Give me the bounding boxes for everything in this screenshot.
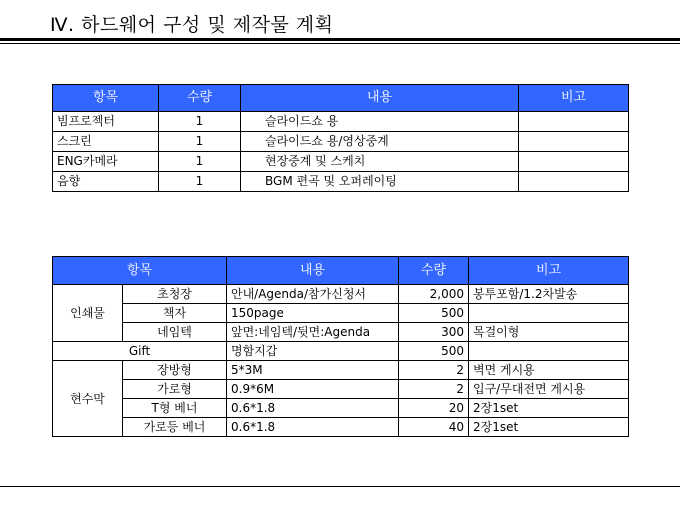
group-banner: 현수막 (53, 361, 123, 437)
group-print: 인쇄물 (53, 285, 123, 342)
cell-qty: 2 (399, 361, 469, 380)
table-row (53, 112, 629, 132)
table-row (53, 361, 629, 380)
cell-qty: 1 (159, 132, 241, 152)
cell-note (519, 112, 629, 132)
cell-sub: T형 베너 (123, 399, 227, 418)
title-rule-thin (0, 43, 680, 44)
cell-content: 앞면:네임텍/뒷면:Agenda (227, 323, 399, 342)
cell-qty: 20 (399, 399, 469, 418)
cell-note: 2장1set (469, 399, 629, 418)
cell-qty: 500 (399, 304, 469, 323)
cell-qty: 300 (399, 323, 469, 342)
cell-qty: 1 (159, 112, 241, 132)
cell-qty: 1 (159, 152, 241, 172)
cell-note (519, 172, 629, 192)
cell-content: 5*3M (227, 361, 399, 380)
footer-rule (0, 486, 680, 487)
cell-content: 안내/Agenda/참가신청서 (227, 285, 399, 304)
table-row (53, 172, 629, 192)
cell-note: 2장1set (469, 418, 629, 437)
cell-sub: 초청장 (123, 285, 227, 304)
cell-note (519, 132, 629, 152)
cell-content: 0.9*6M (227, 380, 399, 399)
table-row (53, 380, 629, 399)
cell-qty: 500 (399, 342, 469, 361)
cell-qty: 2,000 (399, 285, 469, 304)
cell-content: 150page (227, 304, 399, 323)
cell-content: 0.6*1.8 (227, 399, 399, 418)
header-qty: 수량 (159, 85, 241, 112)
header-note: 비고 (469, 257, 629, 285)
cell-sub: 네임텍 (123, 323, 227, 342)
cell-sub: 가로형 (123, 380, 227, 399)
header-item: 항목 (53, 257, 227, 285)
cell-qty: 2 (399, 380, 469, 399)
header-content: 내용 (241, 85, 519, 112)
cell-content: 명함지갑 (227, 342, 399, 361)
cell-content: 슬라이드쇼 용 (241, 112, 519, 132)
cell-content: BGM 편곡 및 오퍼레이팅 (241, 172, 519, 192)
title-rule-thick (0, 38, 680, 41)
cell-note (469, 342, 629, 361)
header-note: 비고 (519, 85, 629, 112)
table-row (53, 132, 629, 152)
cell-note: 벽면 게시용 (469, 361, 629, 380)
cell-note (469, 304, 629, 323)
cell-item: 스크린 (53, 132, 159, 152)
cell-content: 현장중계 및 스케치 (241, 152, 519, 172)
cell-item: 빔프로젝터 (53, 112, 159, 132)
header-qty: 수량 (399, 257, 469, 285)
cell-note: 입구/무대전면 게시용 (469, 380, 629, 399)
cell-note: 목걸이형 (469, 323, 629, 342)
cell-qty: 40 (399, 418, 469, 437)
table-row (53, 399, 629, 418)
table-row (53, 304, 629, 323)
table-header-row (53, 257, 629, 285)
table-row (53, 418, 629, 437)
cell-sub: 장방형 (123, 361, 227, 380)
cell-sub: Gift (53, 342, 227, 361)
cell-sub: 가로등 베너 (123, 418, 227, 437)
header-item: 항목 (53, 85, 159, 112)
table-row (53, 285, 629, 304)
table-row (53, 152, 629, 172)
cell-item: 음향 (53, 172, 159, 192)
cell-item: ENG카메라 (53, 152, 159, 172)
header-content: 내용 (227, 257, 399, 285)
cell-content: 0.6*1.8 (227, 418, 399, 437)
cell-qty: 1 (159, 172, 241, 192)
cell-sub: 책자 (123, 304, 227, 323)
table-header-row (53, 85, 629, 112)
hardware-table (52, 84, 629, 192)
cell-note: 봉투포함/1.2차발송 (469, 285, 629, 304)
page-title: Ⅳ. 하드웨어 구성 및 제작물 계획 (50, 14, 334, 36)
cell-note (519, 152, 629, 172)
table-row (53, 323, 629, 342)
table-row (53, 342, 629, 361)
production-table (52, 256, 629, 437)
cell-content: 슬라이드쇼 용/영상중계 (241, 132, 519, 152)
